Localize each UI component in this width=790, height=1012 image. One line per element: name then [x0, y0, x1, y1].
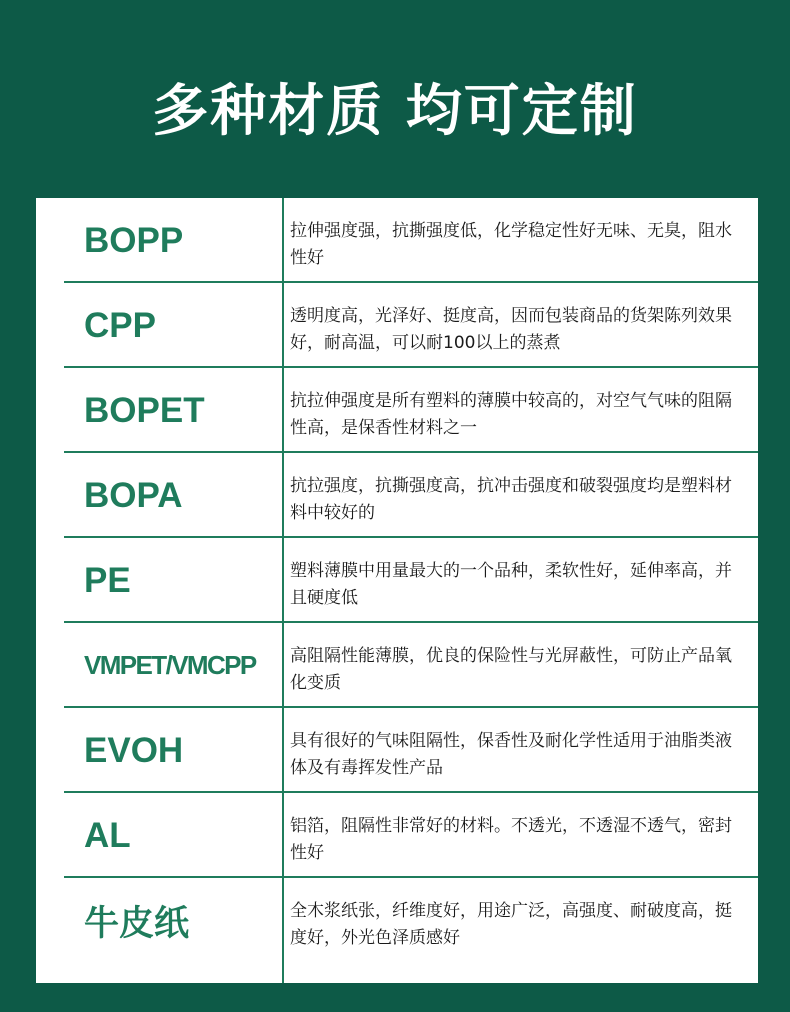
- table-row: [36, 623, 758, 708]
- material-description: 抗拉伸强度是所有塑料的薄膜中较高的，对空气气味的阻隔性高，是保香性材料之一: [290, 391, 732, 438]
- material-name: 牛皮纸: [84, 903, 190, 943]
- material-description: 具有很好的气味阻隔性，保香性及耐化学性适用于油脂类液体及有毒挥发性产品: [290, 731, 732, 778]
- material-name: BOPP: [84, 220, 184, 260]
- material-name: BOPET: [84, 390, 205, 430]
- table-row: [36, 283, 758, 368]
- table-row: [36, 878, 758, 983]
- material-table: [36, 198, 758, 983]
- material-description: 铝箔，阻隔性非常好的材料。不透光，不透湿不透气，密封性好: [290, 816, 732, 863]
- material-description: 抗拉强度，抗撕强度高，抗冲击强度和破裂强度均是塑料材料中较好的: [290, 476, 732, 523]
- material-name: VMPET/VMCPP: [84, 650, 256, 680]
- material-description: 塑料薄膜中用量最大的一个品种，柔软性好，延伸率高，并且硬度低: [290, 561, 732, 608]
- table-row: [36, 453, 758, 538]
- material-description: 透明度高，光泽好、挺度高，因而包装商品的货架陈列效果好，耐高温，可以耐100以上的蒸煮: [290, 306, 732, 353]
- material-name: CPP: [84, 305, 156, 345]
- table-row: [36, 708, 758, 793]
- table-row: [36, 368, 758, 453]
- table-row: [36, 198, 758, 283]
- material-description: 拉伸强度强，抗撕强度低，化学稳定性好无味、无臭，阻水性好: [290, 221, 732, 268]
- material-description: 高阻隔性能薄膜，优良的保险性与光屏蔽性，可防止产品氧化变质: [290, 646, 732, 693]
- material-name: AL: [84, 815, 131, 855]
- material-name: EVOH: [84, 730, 184, 770]
- material-description: 全木浆纸张，纤维度好，用途广泛，高强度、耐破度高，挺度好，外光色泽质感好: [290, 901, 732, 948]
- table-row: [36, 793, 758, 878]
- page-title: 多种材质 均可定制: [152, 79, 638, 144]
- material-name: BOPA: [84, 475, 183, 515]
- material-name: PE: [84, 560, 131, 600]
- table-row: [36, 538, 758, 623]
